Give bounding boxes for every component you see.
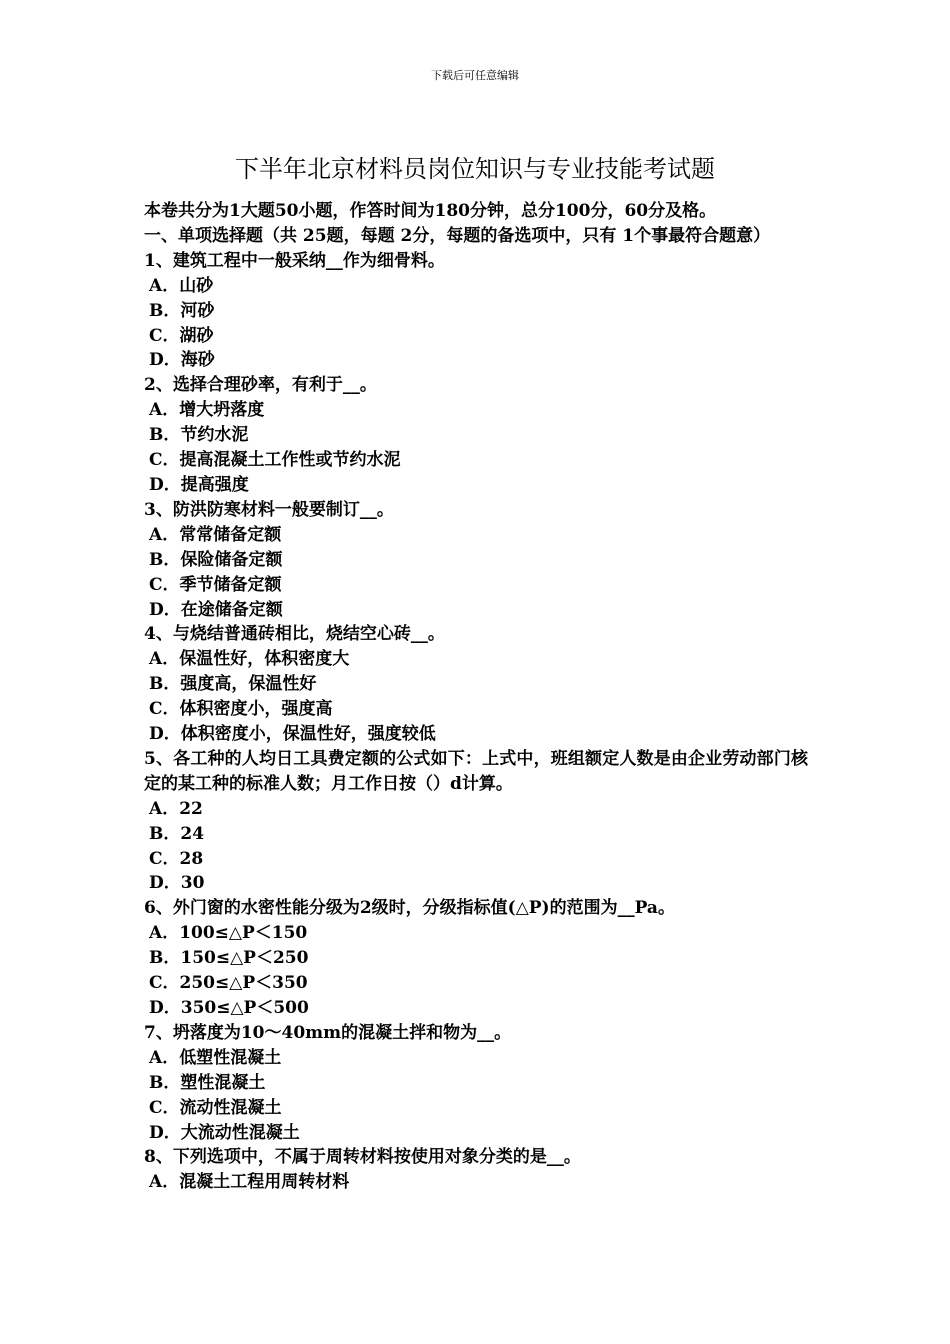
answer-option: A．低塑性混凝土 bbox=[149, 1047, 282, 1068]
question bbox=[144, 498, 808, 623]
question bbox=[144, 1021, 808, 1146]
exam-intro: 本卷共分为1大题50小题，作答时间为180分钟，总分100分，60分及格。 bbox=[144, 201, 717, 221]
question bbox=[144, 896, 808, 1021]
section-heading: 一、单项选择题（共 25题，每题 2分，每题的备选项中，只有 1个事最符合题意） bbox=[144, 225, 771, 246]
answer-option: A．山砂 bbox=[149, 275, 214, 296]
answer-option: C．流动性混凝土 bbox=[149, 1097, 282, 1118]
answer-option: D．海砂 bbox=[149, 350, 215, 371]
answer-option: B．强度高，保温性好 bbox=[149, 674, 317, 695]
header-note: 下载后可任意编辑 bbox=[431, 69, 519, 82]
answer-option: C．季节储备定额 bbox=[149, 574, 282, 595]
question bbox=[144, 622, 808, 747]
answer-option: B．塑性混凝土 bbox=[149, 1072, 266, 1093]
answer-option: B．150≤△P＜250 bbox=[149, 948, 309, 969]
question-text: 1、建筑工程中一般采纳__作为细骨料。 bbox=[144, 250, 445, 271]
answer-option: B．节约水泥 bbox=[149, 425, 249, 446]
document-title: 下半年北京材料员岗位知识与专业技能考试题 bbox=[235, 155, 715, 183]
answer-option: A．常常储备定额 bbox=[149, 524, 282, 545]
answer-option: C．250≤△P＜350 bbox=[149, 973, 308, 994]
question-text: 8、下列选项中，不属于周转材料按使用对象分类的是__。 bbox=[144, 1147, 581, 1168]
answer-option: D．大流动性混凝土 bbox=[149, 1122, 300, 1143]
answer-option: B．保险储备定额 bbox=[149, 549, 283, 570]
question bbox=[144, 249, 808, 374]
answer-option: B．河砂 bbox=[149, 300, 215, 321]
answer-option: B．24 bbox=[149, 823, 205, 844]
answer-option: A．增大坍落度 bbox=[149, 400, 265, 421]
answer-option: A．混凝土工程用周转材料 bbox=[149, 1172, 350, 1193]
question bbox=[144, 1145, 808, 1195]
question bbox=[144, 747, 808, 896]
answer-option: D．在途储备定额 bbox=[149, 599, 283, 620]
answer-option: D．30 bbox=[149, 873, 205, 894]
answer-option: D．体积密度小，保温性好，强度较低 bbox=[149, 724, 436, 745]
answer-option: A．保温性好，体积密度大 bbox=[149, 649, 350, 670]
question-text: 2、选择合理砂率，有利于__。 bbox=[144, 375, 377, 396]
answer-option: C．体积密度小，强度高 bbox=[149, 699, 333, 720]
question-text: 4、与烧结普通砖相比，烧结空心砖__。 bbox=[144, 624, 445, 645]
answer-option: D．提高强度 bbox=[149, 474, 249, 495]
answer-option: C．提高混凝土工作性或节约水泥 bbox=[149, 450, 401, 471]
question bbox=[144, 373, 808, 498]
answer-option: A．100≤△P＜150 bbox=[149, 923, 308, 944]
answer-option: C．湖砂 bbox=[149, 325, 214, 346]
question-text: 7、坍落度为10～40mm的混凝土拌和物为__。 bbox=[144, 1022, 512, 1043]
answer-option: C．28 bbox=[149, 848, 204, 869]
document-body bbox=[144, 199, 808, 1195]
answer-option: A．22 bbox=[149, 798, 203, 819]
question-text: 3、防洪防寒材料一般要制订__。 bbox=[144, 499, 394, 520]
question-text: 5、各工种的人均日工具费定额的公式如下：上式中，班组额定人数是由企业劳动部门核定的某工种的标准人数；月工作日按（）d计算。 bbox=[144, 748, 808, 794]
question-text: 6、外门窗的水密性能分级为2级时，分级指标值(△P)的范围为__Pa。 bbox=[144, 898, 675, 919]
answer-option: D．350≤△P＜500 bbox=[149, 998, 309, 1018]
